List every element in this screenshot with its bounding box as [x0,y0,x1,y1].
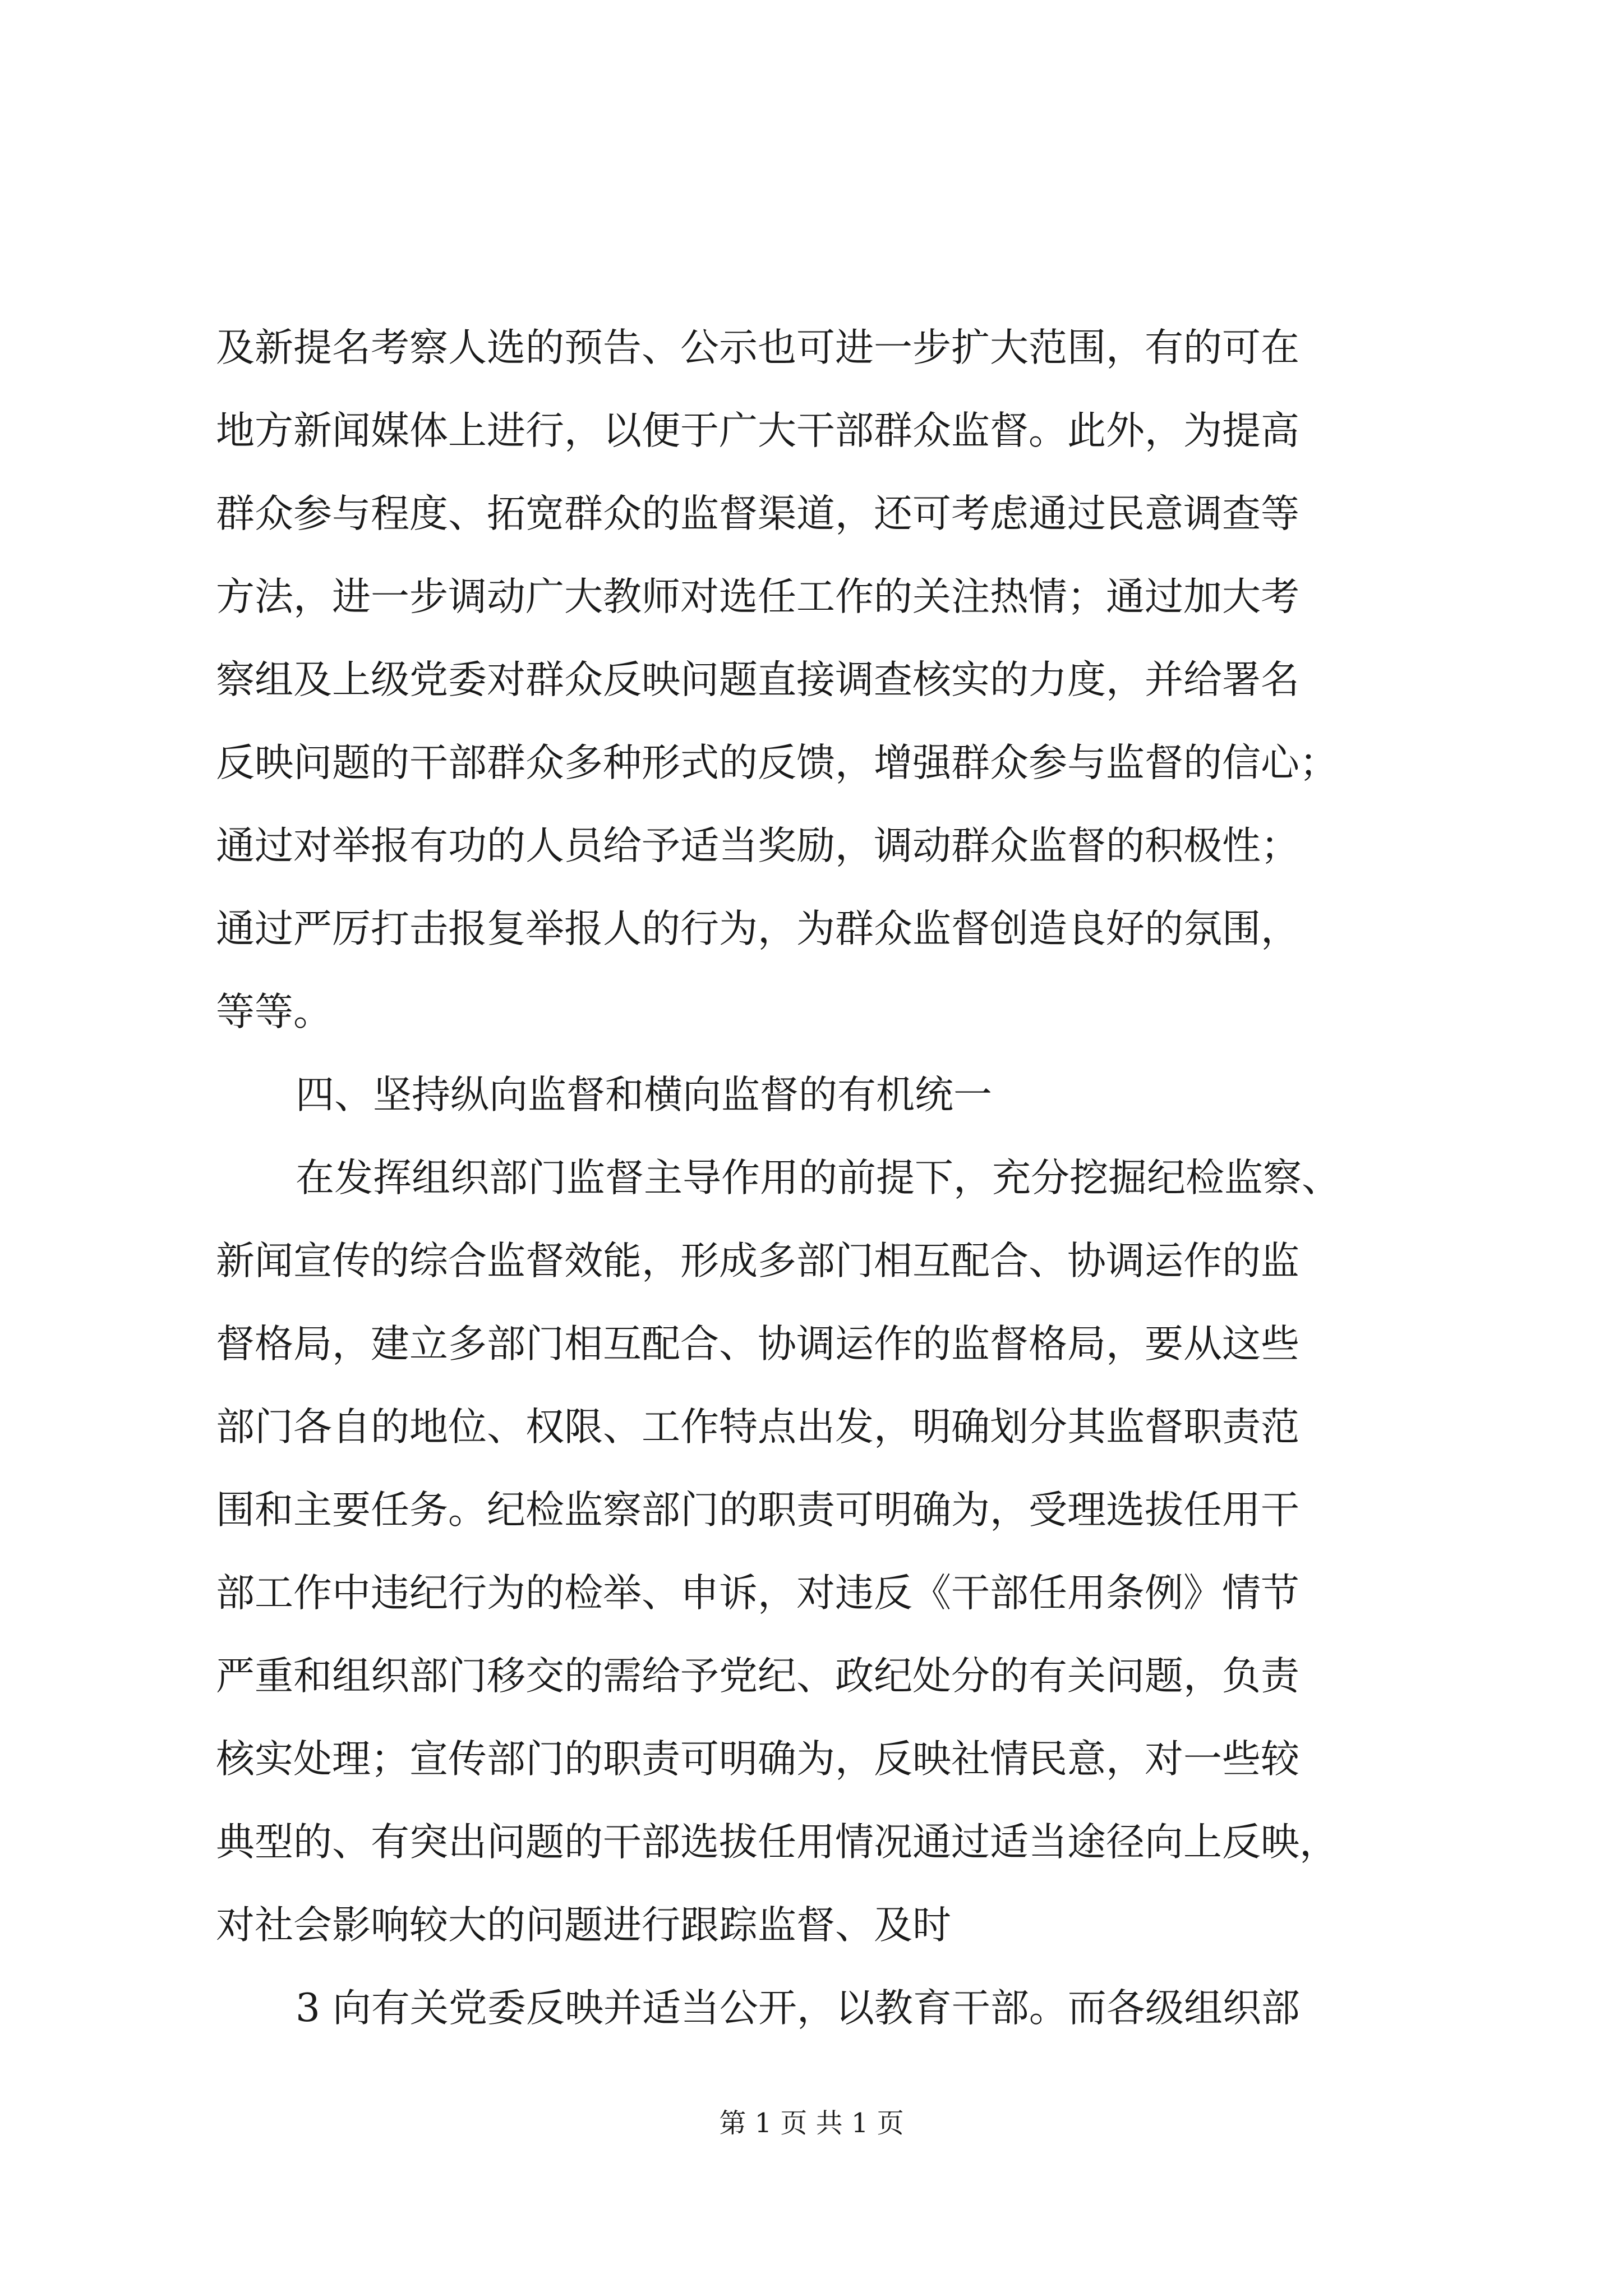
text-line: 督格局，建立多部门相互配合、协调运作的监督格局，要从这些 [216,1322,1299,1366]
text-line: 地方新闻媒体上进行，以便于广大干部群众监督。此外，为提高 [216,408,1299,453]
text-line: 核实处理；宣传部门的职责可明确为，反映社情民意，对一些较 [216,1737,1299,1782]
text-line: 察组及上级党委对群众反映问题直接调查核实的力度，并给署名 [216,657,1299,702]
text-line: 及新提名考察人选的预告、公示也可进一步扩大范围，有的可在 [216,325,1299,370]
text-line: 通过严厉打击报复举报人的行为，为群众监督创造良好的氛围， [216,907,1299,951]
text-line: 反映问题的干部群众多种形式的反馈，增强群众参与监督的信心； [216,740,1338,785]
page-footer: 第 1 页 共 1 页 [719,2108,904,2139]
text-line: 方法，进一步调动广大教师对选任工作的关注热情；通过加大考 [216,574,1299,619]
section-heading: 四、坚持纵向监督和横向监督的有机统一 [296,1073,992,1117]
text-line: 对社会影响较大的问题进行跟踪监督、及时 [216,1903,951,1948]
text-line: 部工作中违纪行为的检举、申诉，对违反《干部任用条例》情节 [216,1571,1299,1616]
text-line: 新闻宣传的综合监督效能，形成多部门相互配合、协调运作的监 [216,1239,1299,1283]
text-line: 部门各自的地位、权限、工作特点出发，明确划分其监督职责范 [216,1405,1299,1450]
text-line: 通过对举报有功的人员给予适当奖励，调动群众监督的积极性； [216,823,1299,868]
text-line: 群众参与程度、拓宽群众的监督渠道，还可考虑通过民意调查等 [216,491,1299,536]
text-line: 严重和组织部门移交的需给予党纪、政纪处分的有关问题，负责 [216,1654,1299,1699]
text-line: 3 向有关党委反映并适当公开，以教育干部。而各级组织部 [296,1986,1300,2031]
text-line: 在发挥组织部门监督主导作用的前提下，充分挖掘纪检监察、 [296,1156,1340,1200]
text-line: 典型的、有突出问题的干部选拔任用情况通过适当途径向上反映， [216,1820,1338,1865]
text-line: 围和主要任务。纪检监察部门的职责可明确为，受理选拔任用干 [216,1488,1299,1533]
text-line: 等等。 [216,990,332,1034]
